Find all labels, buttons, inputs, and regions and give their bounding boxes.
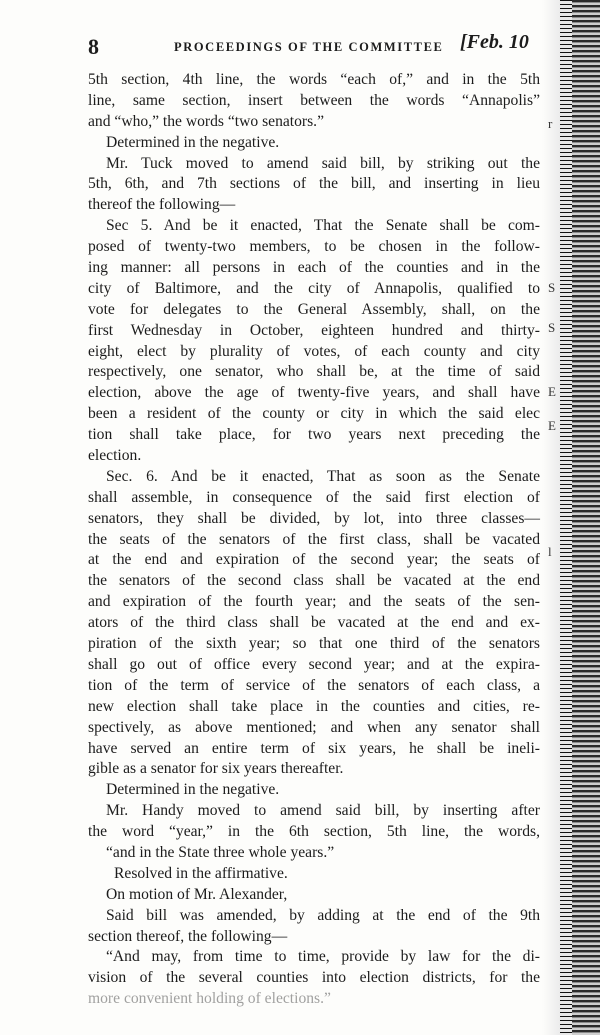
- text-line: and expiration of the fourth year; and the seats of the sen-: [88, 593, 540, 611]
- text-line: election, above the age of twenty-five years, and shall have: [88, 384, 540, 402]
- text-line: vote for delegates to the General Assembly, shall, on the: [88, 300, 540, 318]
- edge-mark: l: [548, 544, 552, 559]
- text-line: “and in the State three whole years.”: [106, 843, 335, 861]
- text-line: posed of twenty-two members, to be chosen in the follow-: [88, 238, 540, 256]
- text-line: at the end and expiration of the second year; the seats of: [88, 551, 540, 569]
- text-line: respectively, one senator, who shall be, at the time of said: [88, 363, 540, 381]
- edge-mark: S: [548, 320, 556, 335]
- text-line: spectively, as above mentioned; and when any senator shall: [88, 718, 540, 736]
- edge-mark: E: [548, 418, 556, 433]
- text-line: “And may, from time to time, provide by law for the di-: [106, 948, 540, 966]
- text-line: Said bill was amended, by adding at the end of the 9th: [106, 906, 540, 924]
- text-line: 5th section, 4th line, the words “each of,” and in the 5th: [88, 71, 540, 88]
- text-line: tion shall take place, for two years next preceding the: [88, 426, 540, 444]
- text-line: the senators of the second class shall be vacated at the end: [88, 572, 540, 590]
- page-number: 8: [88, 34, 99, 59]
- text-line: vision of the several counties into election districts, for the: [88, 969, 540, 987]
- text-line: piration of the sixth year; so that one third of the senators: [88, 635, 540, 653]
- text-line: city of Baltimore, and the city of Annapolis, qualified to: [88, 279, 540, 297]
- header-date: [Feb. 10: [460, 31, 529, 53]
- text-line: been a resident of the county or city in which the said elec: [88, 405, 540, 423]
- text-line: new election shall take place in the counties and cities, re-: [88, 697, 540, 715]
- text-line: Determined in the negative.: [106, 133, 280, 151]
- text-line: gible as a senator for six years thereafter.: [88, 760, 344, 778]
- text-line: senators, they shall be divided, by lot, into three classes—: [88, 509, 540, 527]
- text-line: tion of the term of service of the senators of each class, a: [88, 676, 540, 694]
- text-line: have served an entire term of six years, he shall be ineli-: [88, 739, 540, 757]
- page-header: [84, 28, 546, 58]
- text-line: shall go out of office every second year; and at the expira-: [88, 655, 540, 673]
- text-line: ators of the third class shall be vacated at the end and ex-: [88, 614, 540, 632]
- text-line: section thereof, the following—: [88, 927, 288, 945]
- text-line: first Wednesday in October, eighteen hundred and thirty-: [88, 321, 540, 339]
- edge-mark: r: [548, 116, 553, 131]
- body-text: [88, 70, 540, 1010]
- text-line: more convenient holding of elections.”: [88, 990, 331, 1008]
- text-line: the word “year,” in the 6th section, 5th line, the words,: [88, 823, 540, 841]
- text-line: thereof the following—: [88, 196, 236, 214]
- text-line: eight, elect by plurality of votes, of each county and city: [88, 342, 540, 360]
- text-line: 5th, 6th, and 7th sections of the bill, and inserting in lieu: [88, 175, 540, 193]
- text-line: Resolved in the affirmative.: [114, 864, 288, 882]
- text-line: election.: [88, 447, 142, 465]
- text-line: the seats of the senators of the first class, shall be vacated: [88, 530, 540, 548]
- edge-mark: S: [548, 280, 556, 295]
- text-line: ing manner: all persons in each of the counties and in the: [88, 259, 540, 277]
- text-line: On motion of Mr. Alexander,: [106, 885, 288, 903]
- edge-mark: E: [548, 384, 556, 399]
- text-line: Sec. 6. And be it enacted, That as soon as the Senate: [106, 467, 540, 485]
- text-line: Mr. Tuck moved to amend said bill, by striking out the: [106, 154, 540, 172]
- page-gutter: [542, 0, 560, 1035]
- running-title: PROCEEDINGS OF THE COMMITTEE: [174, 40, 444, 54]
- text-line: Mr. Handy moved to amend said bill, by inserting after: [106, 802, 540, 820]
- text-line: shall assemble, in consequence of the said first election of: [88, 488, 540, 506]
- text-line: Determined in the negative.: [106, 781, 280, 799]
- text-line: line, same section, insert between the words “Annapolis”: [88, 91, 540, 109]
- binding-edge: [560, 0, 600, 1035]
- text-line: Sec 5. And be it enacted, That the Senate shall be com-: [106, 217, 540, 235]
- text-line: and “who,” the words “two senators.”: [88, 112, 325, 130]
